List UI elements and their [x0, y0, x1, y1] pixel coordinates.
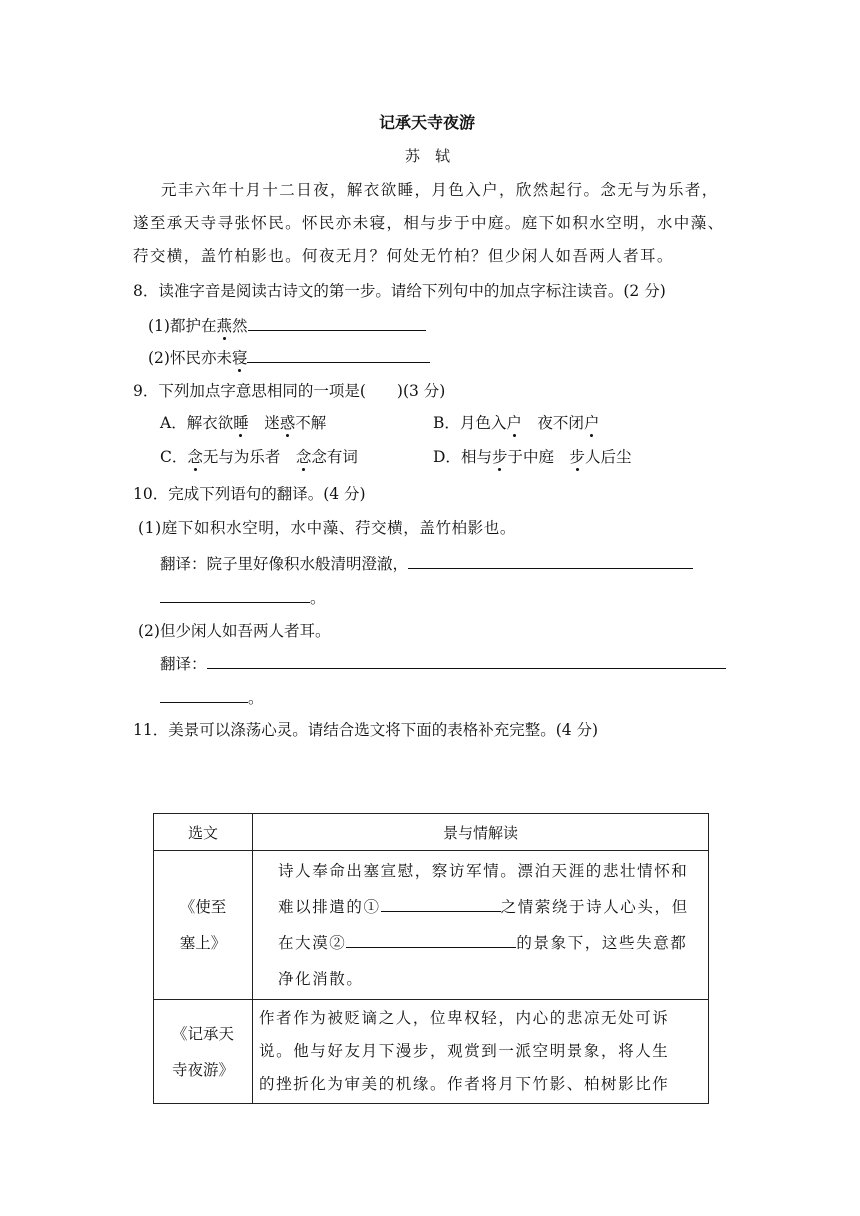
- option-text: 夜不闭: [521, 414, 584, 432]
- answer-blank[interactable]: [247, 345, 430, 363]
- answer-blank[interactable]: [160, 685, 248, 703]
- period: 。: [248, 689, 264, 707]
- analysis-line: [278, 889, 700, 925]
- option-letter: A．: [160, 414, 187, 432]
- period: 。: [310, 589, 326, 607]
- answer-blank-1[interactable]: [381, 894, 501, 912]
- translation-label: 翻译：: [160, 655, 207, 673]
- option-letter: D．: [433, 448, 461, 466]
- dotted-char: 步: [491, 448, 508, 466]
- answer-blank[interactable]: [160, 585, 310, 603]
- question-10-sentence-2: (2)但少闲人如吾两人者耳。: [138, 622, 331, 640]
- scenery-emotion-table: [153, 813, 709, 1104]
- question-10-sentence-1: (1)庭下如积水空明，水中藻、荇交横，盖竹柏影也。: [138, 519, 516, 537]
- option-text: 相与: [460, 448, 492, 466]
- answer-blank[interactable]: [248, 313, 426, 331]
- analysis-line: 作者作为被贬谪之人，位卑权轻，内心的悲凉无处可诉: [259, 1009, 670, 1027]
- option-letter: C．: [160, 448, 188, 466]
- option-text: 无与为乐者: [202, 448, 296, 466]
- poem-line-2: 遂至承天寺寻张怀民。怀民亦未寝，相与步于中庭。庭下如积水空明，水中藻、: [133, 214, 725, 232]
- option-text: 月色入: [459, 414, 507, 432]
- option-text: 念有词: [311, 448, 358, 466]
- q8-item2-pre: (2)怀民亦未: [148, 349, 232, 367]
- option-text: 解衣欲: [186, 414, 234, 432]
- q8-item1-post: 然: [231, 317, 248, 335]
- dotted-char: 惑: [279, 414, 296, 432]
- analysis-cell: [253, 1000, 709, 1104]
- analysis-text: 的景象下，这些失意都: [516, 934, 688, 952]
- poem-author: 苏 轼: [405, 147, 451, 165]
- analysis-line: 诗人奉命出塞宣慰，察访军情。漂泊天涯的悲壮情怀和: [278, 862, 689, 880]
- option-a[interactable]: [160, 412, 326, 434]
- option-text: 迷: [248, 414, 280, 432]
- q8-item1-pre: (1)都护在: [148, 317, 217, 335]
- option-text: 人后尘: [585, 448, 632, 466]
- text-name-cell: [154, 1000, 253, 1104]
- answer-blank-2[interactable]: [346, 930, 516, 948]
- dotted-char: 燕: [216, 317, 232, 335]
- analysis-line: 的挫折化为审美的机缘。作者将月下竹影、柏树影比作: [259, 1075, 670, 1093]
- dotted-char: 寝: [231, 349, 248, 367]
- question-11-stem: 11．美景可以涤荡心灵。请结合选文将下面的表格补充完整。(4 分): [133, 721, 599, 739]
- poem-title: 记承天寺夜游: [379, 113, 476, 132]
- answer-blank[interactable]: [207, 651, 726, 669]
- question-8-stem: 8．读准字音是阅读古诗文的第一步。请给下列句中的加点字标注读音。(2 分): [133, 282, 666, 300]
- question-10-translation-2-cont: [160, 685, 264, 709]
- poem-line-3: 荇交横，盖竹柏影也。何夜无月？何处无竹柏？但少闲人如吾两人者耳。: [133, 247, 674, 265]
- dotted-char: 户: [506, 414, 522, 432]
- table-row: [154, 1000, 709, 1104]
- text-name: 塞上》: [179, 934, 227, 952]
- option-c[interactable]: [160, 446, 358, 468]
- question-8-item-1: [148, 313, 426, 337]
- option-letter: B．: [433, 414, 460, 432]
- table-header-row: [154, 814, 709, 851]
- question-9-stem: 9．下列加点字意思相同的一项是( )(3 分): [133, 382, 446, 400]
- text-name: 寺夜游》: [171, 1060, 234, 1079]
- dotted-char: 睡: [233, 414, 249, 432]
- analysis-cell: [253, 851, 709, 1000]
- question-10-translation-1: [160, 551, 693, 575]
- text-name: 《使至: [179, 898, 227, 916]
- question-10-translation-2: [160, 651, 726, 675]
- option-text: 不解: [295, 414, 327, 432]
- table-row: [154, 851, 709, 1000]
- poem-line-1: 元丰六年十月十二日夜，解衣欲睡，月色入户，欣然起行。念无与为乐者，: [161, 181, 719, 199]
- dotted-char: 念: [187, 448, 203, 466]
- dotted-char: 念: [295, 448, 312, 466]
- question-8-item-2: [148, 345, 430, 369]
- question-10-translation-1-cont: [160, 585, 326, 609]
- question-10-stem: 10．完成下列语句的翻译。(4 分): [133, 485, 366, 503]
- dotted-char: 步: [569, 448, 585, 466]
- answer-blank[interactable]: [408, 551, 693, 569]
- analysis-text: 之情萦绕于诗人心头，但: [500, 898, 689, 916]
- dotted-char: 户: [583, 414, 600, 432]
- analysis-line: 说。他与好友月下漫步，观赏到一派空明景象，将人生: [259, 1042, 670, 1060]
- option-d[interactable]: [433, 446, 632, 468]
- analysis-text: 在大漠②: [278, 934, 347, 952]
- translation-label: 翻译：院子里好像积水般清明澄澈，: [160, 555, 409, 573]
- analysis-text: 难以排遣的①: [278, 898, 381, 916]
- text-name: 《记承天: [171, 1024, 234, 1043]
- option-text: 于中庭: [507, 448, 570, 466]
- text-name-cell: [154, 851, 253, 1000]
- header-text: 选文: [154, 814, 253, 851]
- analysis-line: 净化消散。: [278, 970, 364, 988]
- header-analysis: 景与情解读: [253, 814, 709, 851]
- option-b[interactable]: [433, 412, 599, 434]
- analysis-line: [278, 925, 700, 961]
